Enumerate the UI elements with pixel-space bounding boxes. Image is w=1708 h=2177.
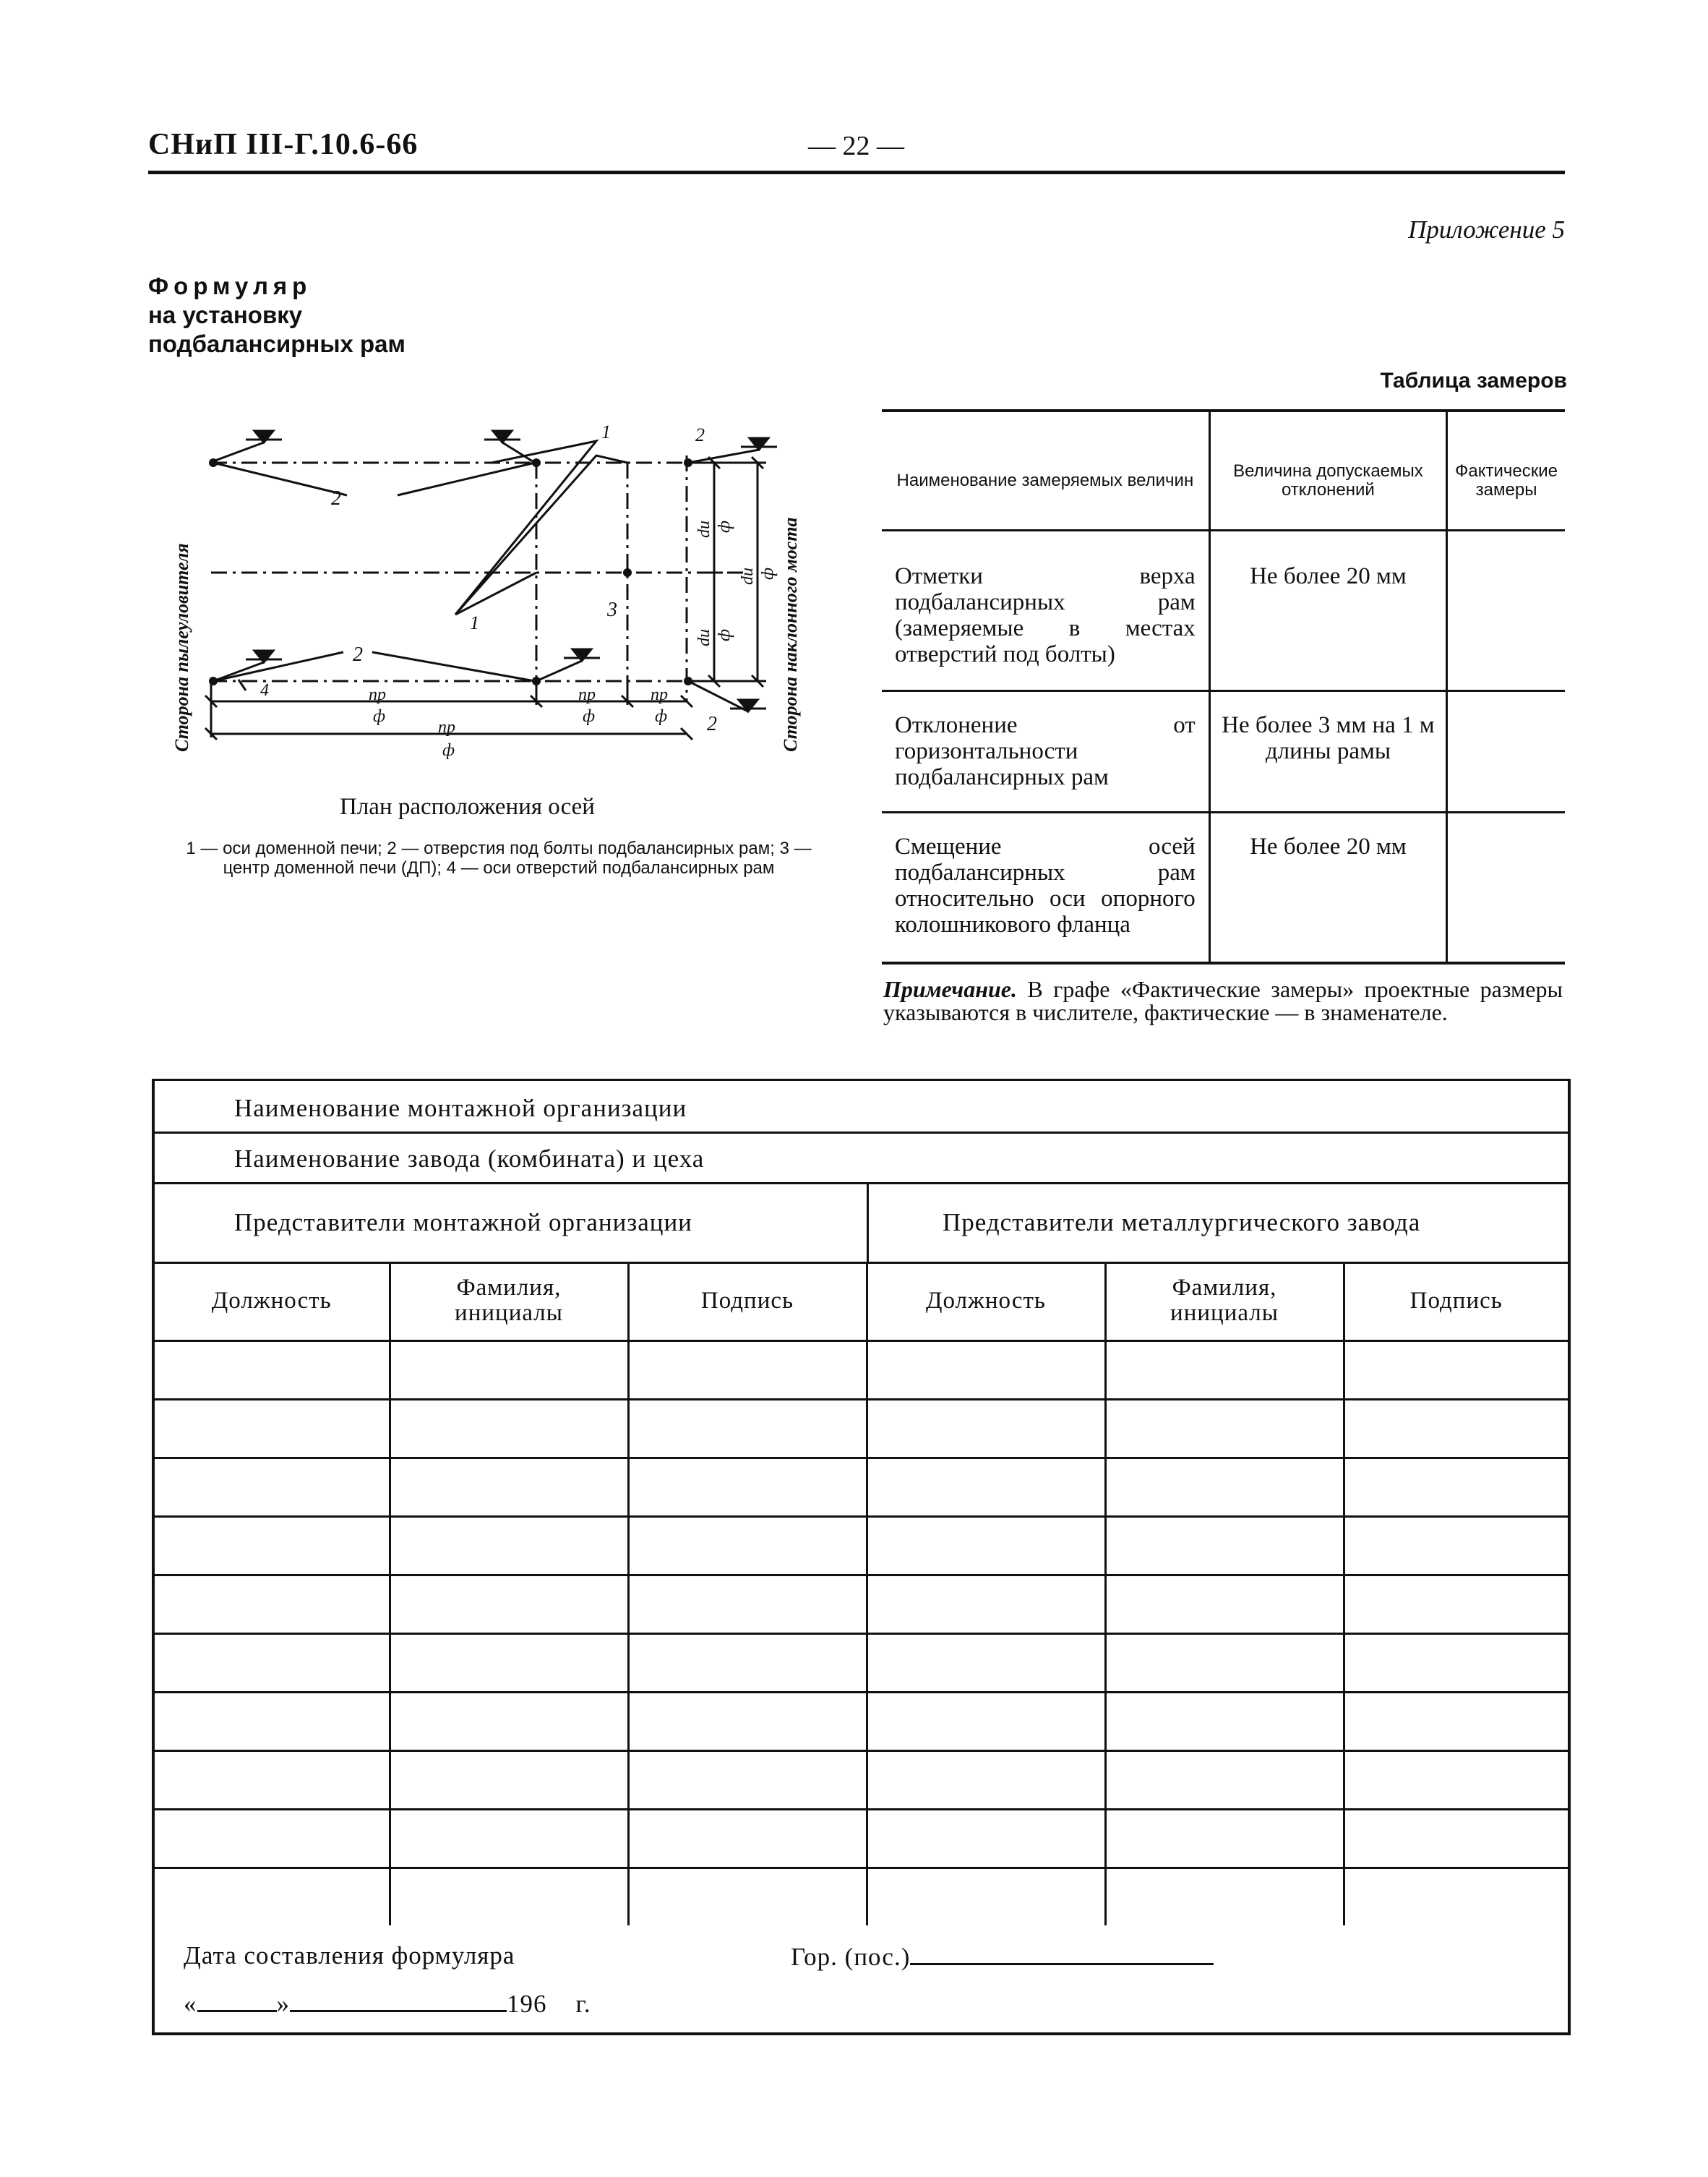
cell[interactable]	[867, 1341, 1105, 1400]
dim-pr-r2: пр	[697, 629, 716, 646]
cell[interactable]	[628, 1341, 867, 1400]
cell[interactable]	[628, 1458, 867, 1517]
dim-f-r2: ф	[717, 629, 736, 642]
table-row	[155, 1810, 1568, 1868]
signature-form	[152, 1079, 1571, 2035]
cell[interactable]	[1105, 1400, 1344, 1458]
cell[interactable]	[1344, 1810, 1568, 1868]
note-label: Примечание.	[883, 976, 1017, 1002]
col-header-name: Наименование замеряемых величин	[882, 411, 1209, 531]
quote-open: «	[184, 1990, 197, 2018]
cell[interactable]	[390, 1634, 628, 1693]
table-note	[883, 978, 1563, 1024]
label-2-top: 2	[331, 487, 341, 510]
row-actual[interactable]	[1447, 691, 1565, 813]
cell[interactable]	[867, 1868, 1105, 1926]
cell[interactable]	[390, 1575, 628, 1634]
label-3: 3	[607, 599, 617, 621]
dim-pr-2: пр	[578, 685, 596, 704]
divider	[155, 1132, 1568, 1134]
table-row	[155, 1693, 1568, 1751]
cell[interactable]	[155, 1458, 390, 1517]
cell[interactable]	[1105, 1458, 1344, 1517]
cell[interactable]	[628, 1634, 867, 1693]
cell[interactable]	[1105, 1634, 1344, 1693]
cell[interactable]	[867, 1810, 1105, 1868]
dim-f-4: ф	[442, 741, 455, 760]
table-row	[882, 813, 1565, 963]
signature-table-header	[155, 1262, 1568, 1341]
plant-label: Наименование завода (комбината) и цеха	[234, 1145, 705, 1173]
cell[interactable]	[155, 1751, 390, 1810]
cell[interactable]	[1344, 1458, 1568, 1517]
cell[interactable]	[390, 1751, 628, 1810]
col-position: Должность	[155, 1262, 390, 1341]
cell[interactable]	[867, 1517, 1105, 1575]
cell[interactable]	[867, 1634, 1105, 1693]
cell[interactable]	[390, 1693, 628, 1751]
right-side-label: Сторона наклонного моста	[780, 517, 801, 752]
col-signature: Подпись	[1344, 1262, 1568, 1341]
cell[interactable]	[867, 1400, 1105, 1458]
city-field	[791, 1941, 1214, 1972]
cell[interactable]	[155, 1517, 390, 1575]
table-row	[155, 1517, 1568, 1575]
diagram-caption: План расположения осей	[340, 794, 595, 820]
row-name: Отметки верха подбалансирных рам (замеряемые в местах отверстий под болты)	[882, 531, 1209, 691]
col-position: Должность	[867, 1262, 1105, 1341]
date-label: Дата составления формуляра	[184, 1941, 515, 1969]
label-1: 1	[470, 612, 479, 633]
row-tolerance: Не более 20 мм	[1209, 813, 1446, 963]
cell[interactable]	[1105, 1693, 1344, 1751]
label-2-right-bottom: 2	[707, 713, 717, 735]
table-row	[155, 1575, 1568, 1634]
reps-plant-label: Представители металлургического завода	[943, 1208, 1421, 1236]
cell[interactable]	[867, 1693, 1105, 1751]
cell[interactable]	[390, 1517, 628, 1575]
page-number: — 22 —	[808, 131, 904, 161]
table-row	[155, 1458, 1568, 1517]
form-title-line3: подбалансирных рам	[148, 330, 405, 357]
col-fullname	[390, 1262, 628, 1341]
form-title	[148, 272, 405, 359]
year-prefix: 196	[507, 1990, 547, 2018]
measure-table	[882, 409, 1565, 965]
dim-f-3: ф	[655, 707, 668, 726]
dim-pr-r3: пр	[740, 568, 759, 585]
cell[interactable]	[628, 1517, 867, 1575]
cell[interactable]	[155, 1810, 390, 1868]
col-fullname-line1: Фамилия,	[1172, 1275, 1277, 1301]
row-name: Отклонение от горизонтальности подбалансирных рам	[882, 691, 1209, 813]
label-4: 4	[260, 681, 269, 700]
dim-pr-3: пр	[651, 685, 668, 704]
document-code: СНиП III-Г.10.6-66	[148, 128, 419, 161]
measure-table-header	[882, 411, 1565, 531]
row-actual[interactable]	[1447, 531, 1565, 691]
cell[interactable]	[867, 1575, 1105, 1634]
cell[interactable]	[1105, 1751, 1344, 1810]
cell[interactable]	[1344, 1634, 1568, 1693]
col-fullname-line2: инициалы	[1170, 1300, 1279, 1326]
cell[interactable]	[155, 1575, 390, 1634]
city-label: Гор. (пос.)	[791, 1943, 911, 1971]
label-2-bottom: 2	[353, 643, 363, 666]
cell[interactable]	[155, 1341, 390, 1400]
row-name: Смещение осей подбалансирных рам относительно оси опорного колошникового фланца	[882, 813, 1209, 963]
cell[interactable]	[628, 1868, 867, 1926]
month-input-line[interactable]	[290, 1988, 507, 2012]
cell[interactable]	[1105, 1575, 1344, 1634]
cell[interactable]	[1344, 1751, 1568, 1810]
cell[interactable]	[390, 1341, 628, 1400]
cell[interactable]	[1344, 1693, 1568, 1751]
divider	[867, 1182, 869, 1263]
reps-mount-label: Представители монтажной организации	[234, 1208, 692, 1236]
dim-pr-4: пр	[438, 718, 455, 737]
appendix-label: Приложение 5	[1408, 215, 1565, 244]
cell[interactable]	[390, 1810, 628, 1868]
col-fullname	[1105, 1262, 1344, 1341]
cell[interactable]	[867, 1751, 1105, 1810]
cell[interactable]	[390, 1868, 628, 1926]
cell[interactable]	[155, 1693, 390, 1751]
dim-f-r3: ф	[760, 568, 779, 581]
cell[interactable]	[628, 1693, 867, 1751]
dim-f-2: ф	[583, 707, 596, 726]
dim-pr-r1: пр	[697, 521, 716, 538]
cell[interactable]	[390, 1400, 628, 1458]
row-tolerance: Не более 3 мм на 1 м длины рамы	[1209, 691, 1446, 813]
cell[interactable]	[628, 1751, 867, 1810]
measure-table-title: Таблица замеров	[1380, 369, 1567, 393]
table-row	[882, 531, 1565, 691]
header-rule	[148, 171, 1565, 174]
note-text: В графе «Фактические замеры» проектные размеры указываются в числителе, фактические — в знаменателе.	[883, 976, 1563, 1025]
left-side-label: Сторона пылеуловителя	[171, 543, 192, 752]
cell[interactable]	[1344, 1575, 1568, 1634]
divider	[155, 1182, 1568, 1184]
table-row	[155, 1400, 1568, 1458]
table-row	[155, 1868, 1568, 1926]
form-title-line1: Формуляр	[148, 273, 312, 299]
dim-f-1: ф	[373, 707, 386, 726]
table-row	[155, 1341, 1568, 1400]
label-2-right-top: 2	[695, 424, 705, 445]
signature-table	[155, 1262, 1568, 1925]
day-input-line[interactable]	[197, 1988, 277, 2012]
table-row	[155, 1634, 1568, 1693]
cell[interactable]	[1105, 1341, 1344, 1400]
dim-f-r1: ф	[717, 521, 736, 534]
cell[interactable]	[1105, 1810, 1344, 1868]
cell[interactable]	[1344, 1341, 1568, 1400]
axes-layout-diagram	[173, 412, 810, 774]
cell[interactable]	[628, 1575, 867, 1634]
cell[interactable]	[155, 1634, 390, 1693]
label-1-top: 1	[601, 422, 611, 442]
cell[interactable]	[1344, 1400, 1568, 1458]
row-actual[interactable]	[1447, 813, 1565, 963]
row-tolerance: Не более 20 мм	[1209, 531, 1446, 691]
quote-close: »	[276, 1990, 290, 2018]
cell[interactable]	[155, 1400, 390, 1458]
col-fullname-line1: Фамилия,	[456, 1275, 562, 1301]
cell[interactable]	[628, 1400, 867, 1458]
col-header-tolerance: Величина допускаемых отклонений	[1209, 411, 1446, 531]
cell[interactable]	[1105, 1517, 1344, 1575]
cell[interactable]	[628, 1810, 867, 1868]
form-title-line2: на установку	[148, 301, 303, 328]
cell[interactable]	[1344, 1868, 1568, 1926]
cell[interactable]	[390, 1458, 628, 1517]
cell[interactable]	[1105, 1868, 1344, 1926]
date-field	[184, 1988, 591, 2019]
diagram-legend: 1 — оси доменной печи; 2 — отверстия под болты подбалансирных рам; 3 — центр доменной печи (ДП); 4 — оси отверстий подбалансирных рам	[186, 839, 812, 878]
cell[interactable]	[867, 1458, 1105, 1517]
col-signature: Подпись	[628, 1262, 867, 1341]
table-row	[882, 691, 1565, 813]
year-suffix: г.	[575, 1990, 591, 2018]
table-row	[155, 1751, 1568, 1810]
dim-pr-1: пр	[369, 685, 386, 704]
city-input-line[interactable]	[910, 1941, 1214, 1965]
col-fullname-line2: инициалы	[455, 1300, 563, 1326]
cell[interactable]	[155, 1868, 390, 1926]
col-header-actual: Фактические замеры	[1447, 411, 1565, 531]
mount-org-label: Наименование монтажной организации	[234, 1094, 687, 1122]
cell[interactable]	[1344, 1517, 1568, 1575]
